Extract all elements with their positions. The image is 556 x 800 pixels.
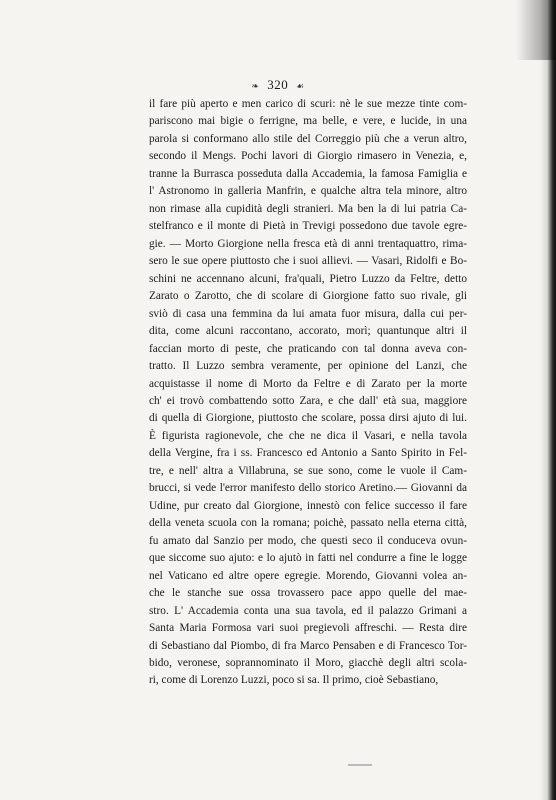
text-line: tratto. Il Luzzo sembra veramente, per opinione del Lanzi, che <box>149 360 467 373</box>
text-line: di Sebastiano dal Piombo, di fra Marco Pensaben e di Francesco Tor- <box>149 639 467 652</box>
text-line: della veneta scuola con la romana; poichè, passato nella eterna città, <box>149 517 467 530</box>
text-line: bido, veronese, soprannominato il Moro, giacchè degli altri scola- <box>149 657 467 669</box>
text-line: stelfranco e il monte di Pietà in Trevigi possedono due tavole egre- <box>149 220 467 233</box>
text-line: Santa Maria Formosa vari suoi pregievoli affreschi. — Resta dire <box>149 622 467 635</box>
right-ornament-icon: ☙ <box>295 80 305 91</box>
text-line: gie. — Morto Giorgione nella fresca età di anni trentaquattro, rima- <box>149 237 467 250</box>
text-line: Zarato o Zarotto, che di scolare di Giorgione fatto suo rivale, gli <box>149 290 467 303</box>
text-line: il fare più aperto e men carico di scuri: nè le sue mezze tinte com- <box>149 98 467 110</box>
text-line: secondo il Mengs. Pochi lavori di Giorgio rimasero in Venezia, e, <box>149 150 467 163</box>
text-line: nel Vaticano ed altre opere egregie. Morendo, Giovanni volea an- <box>149 569 467 582</box>
text-line: sero le sue opere piuttosto che i suoi allievi. — Vasari, Ridolfi e Bo- <box>149 255 467 268</box>
page-number-header <box>0 77 556 93</box>
text-line: dita, come alcuni raccontano, accorato, morì; quantunque altri il <box>149 325 467 338</box>
text-line: parola si conformano allo stile del Correggio più che a verun altro, <box>149 132 467 145</box>
text-line: ch' ei trovò combattendo sotto Zara, e che dall' età sua, maggiore <box>149 394 467 407</box>
text-line: tre, e nell' altra a Villabruna, se sue sono, come le vuole il Cam- <box>149 464 467 477</box>
page-number: 320 <box>267 77 289 92</box>
text-line: della Vergine, fra i ss. Francesco ed Antonio a Santo Spirito in Fel- <box>149 447 467 460</box>
body-text <box>149 96 467 690</box>
text-line: tranne la Burrasca posseduta dalla Accademia, la famosa Famiglia e <box>149 167 467 180</box>
binding-shadow <box>540 0 556 800</box>
text-line: acquistasse il nome di Morto da Feltre e di Zarato per la morte <box>149 377 467 390</box>
text-line: l' Astronomo in galleria Manfrin, e qualche altra tela minore, altro <box>149 185 467 198</box>
page-mark <box>348 764 372 766</box>
left-ornament-icon: ❧ <box>251 80 260 91</box>
text-line: ri, come di Lorenzo Luzzi, poco si sa. Il primo, cioè Sebastiano, <box>149 674 439 687</box>
text-line: pariscono mai bigie o ferrigne, ma belle, e vere, e lucide, in una <box>149 115 467 128</box>
text-line: fu amato dal Sanzio per modo, che questi seco il conduceva ovun- <box>149 534 467 547</box>
text-line: brucci, si vede l'error manifesto dello storico Aretino.— Giovanni da <box>149 482 467 495</box>
text-line: sviò di casa una femmina da lui amata fuor misura, dalla cui per- <box>149 307 467 320</box>
text-line: faccian morto di peste, che praticando con tal donna aveva con- <box>149 342 467 355</box>
text-line: che le stanche sue ossa trovassero pace appo quelle del mae- <box>149 587 467 600</box>
text-line: Udine, pur creato dal Giorgione, innestò con felice successo il fare <box>149 499 467 512</box>
text-line: schini ne accennano alcuni, fra'quali, Pietro Luzzo da Feltre, detto <box>149 272 467 285</box>
text-line: di quella di Giorgione, piuttosto che scolare, possa dirsi ajuto di lui. <box>149 412 467 425</box>
text-line: stro. L' Accademia conta una sua tavola, ed il palazzo Grimani a <box>149 604 467 617</box>
text-line: non rimase alla cupidità degli stranieri. Ma ben la di lui patria Ca- <box>149 202 467 215</box>
text-line: È figurista ragionevole, che che ne dica il Vasari, e nella tavola <box>149 429 467 442</box>
binding-shadow-corner <box>516 0 556 60</box>
text-line: que siccome suo ajuto: e lo ajutò in fatti nel condurre a fine le logge <box>149 552 467 565</box>
